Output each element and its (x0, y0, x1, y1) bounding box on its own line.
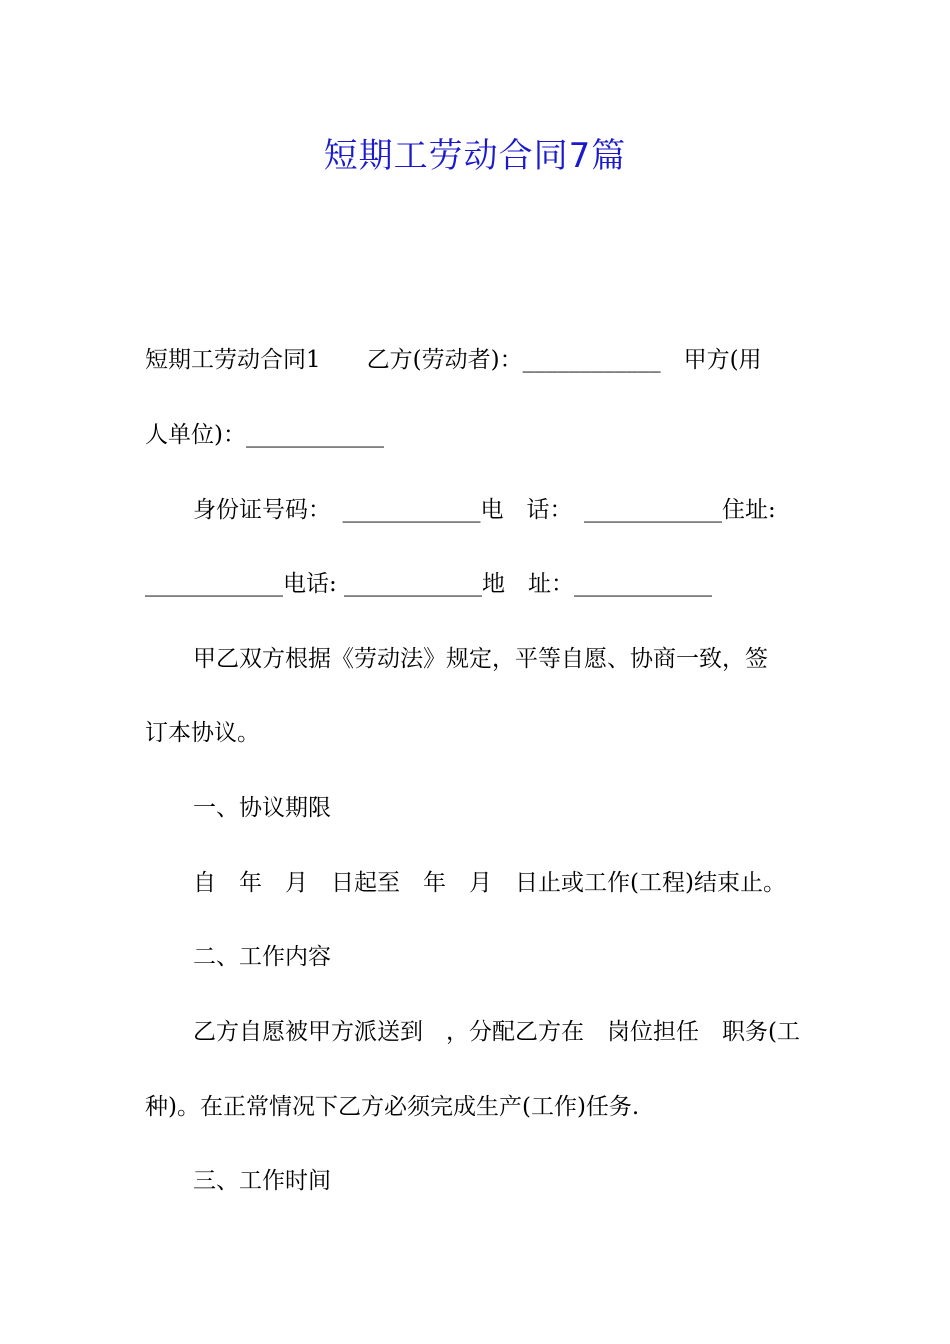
paragraph-line: 乙方自愿被甲方派送到 ，分配乙方在 岗位担任 职务(工 (193, 1019, 800, 1045)
section-heading: 三、工作时间 (193, 1168, 331, 1194)
document-title: 短期工劳动合同7篇 (323, 136, 627, 176)
paragraph-line: 甲乙双方根据《劳动法》规定，平等自愿、协商一致，签 (193, 646, 768, 672)
paragraph-line: 种)。在正常情况下乙方必须完成生产(工作)任务. (145, 1094, 640, 1120)
paragraph-line: 短期工劳动合同1 乙方(劳动者)：____________ 甲方(用 (145, 347, 762, 373)
paragraph-line: 订本协议。 (145, 720, 260, 746)
paragraph-line: 人单位)：____________ (145, 422, 384, 448)
paragraph-line: ____________电话: ____________地 址：____________ (145, 571, 713, 597)
section-heading: 二、工作内容 (193, 944, 331, 970)
paragraph-line: 自 年 月 日起至 年 月 日止或工作(工程)结束止。 (193, 870, 786, 896)
section-heading: 一、协议期限 (193, 795, 331, 821)
paragraph-line: 身份证号码： ____________电 话： ____________住址: (193, 497, 776, 523)
